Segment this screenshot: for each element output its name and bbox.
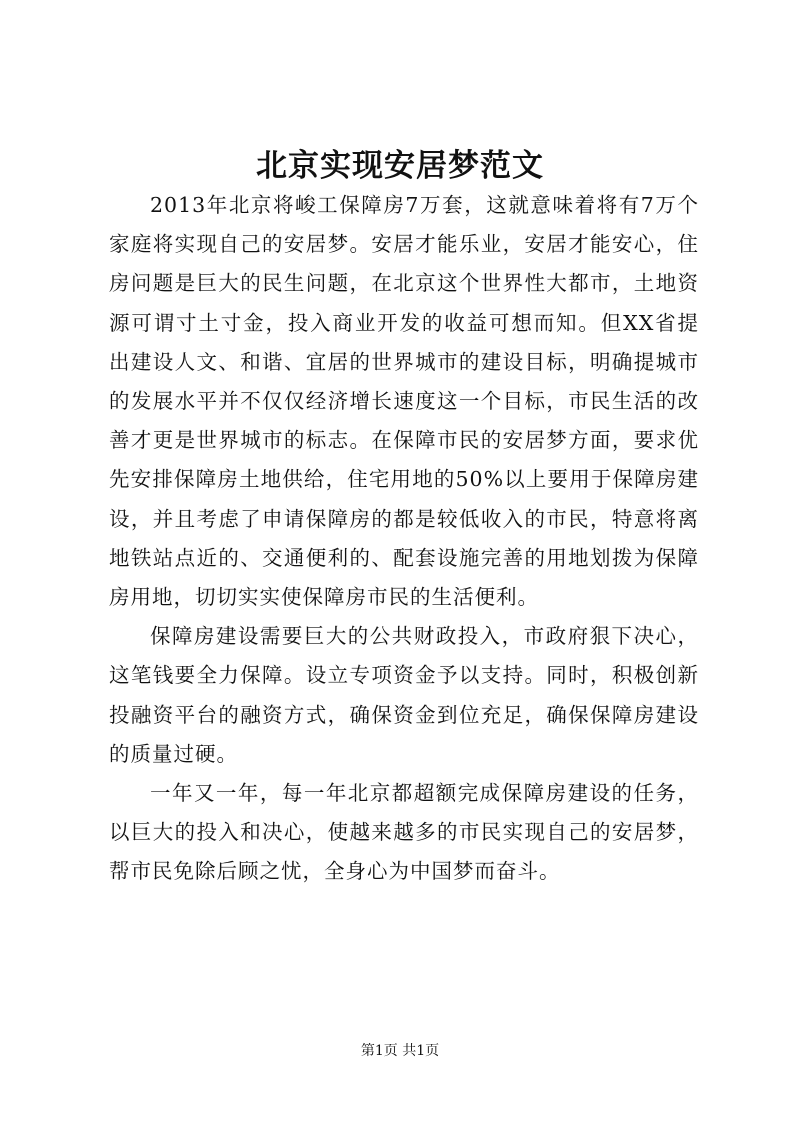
document-body	[109, 186, 699, 892]
paragraph-1: 2013年北京将峻工保障房7万套，这就意味着将有7万个家庭将实现自己的安居梦。安居才能乐业，安居才能安心，住房问题是巨大的民生问题，在北京这个世界性大都市，土地资源可谓寸土寸金，投入商业开发的收益可想而知。但XX省提出建设人文、和谐、宜居的世界城市的建设目标，明确提城市的发展水平并不仅仅经济增长速度这一个目标，市民生活的改善才更是世界城市的标志。在保障市民的安居梦方面，要求优先安排保障房土地供给，住宅用地的50%以上要用于保障房建设，并且考虑了申请保障房的都是较低收入的市民，特意将离地铁站点近的、交通便利的、配套设施完善的用地划拨为保障房用地，切切实实使保障房市民的生活便利。	[109, 193, 699, 610]
paragraph-2: 保障房建设需要巨大的公共财政投入，市政府狠下决心，这笔钱要全力保障。设立专项资金予以支持。同时，积极创新投融资平台的融资方式，确保资金到位充足，确保保障房建设的质量过硬。	[109, 624, 699, 766]
document-title: 北京实现安居梦范文	[256, 148, 544, 184]
paragraph-3: 一年又一年，每一年北京都超额完成保障房建设的任务，以巨大的投入和决心，使越来越多的市民实现自己的安居梦，帮市民免除后顾之忧，全身心为中国梦而奋斗。	[109, 781, 699, 884]
page-number-footer: 第1页 共1页	[360, 1043, 440, 1059]
